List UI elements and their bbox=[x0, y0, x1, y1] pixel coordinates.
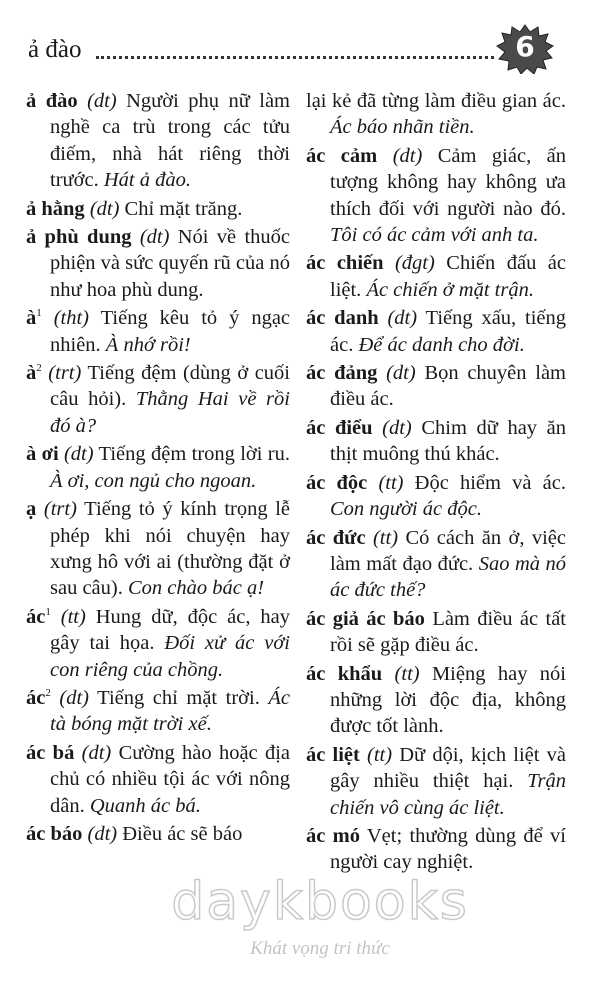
part-of-speech: (dt) bbox=[87, 822, 118, 845]
example: Hát ả đào. bbox=[103, 169, 191, 192]
definition: Cảm giác, ấn tượng không hay không ưa thích đối với người nào đó. bbox=[330, 144, 566, 220]
part-of-speech: (dt) bbox=[392, 144, 423, 167]
example: Tôi có ác cảm với anh ta. bbox=[330, 224, 539, 247]
definition: Chỉ mặt trăng. bbox=[119, 197, 243, 220]
dictionary-entry bbox=[306, 525, 566, 604]
definition: Người phụ nữ làm nghề ca trù trong các tửu điếm, nhà hát riêng thời trước. bbox=[50, 90, 291, 192]
part-of-speech: (tt) bbox=[60, 605, 86, 628]
headword: ác mó bbox=[306, 824, 360, 847]
running-head: ả đào bbox=[28, 36, 82, 63]
headword: ác chiến bbox=[306, 252, 384, 275]
part-of-speech: (tht) bbox=[53, 307, 90, 330]
part-of-speech: (trt) bbox=[48, 362, 82, 385]
part-of-speech: (dt) bbox=[387, 307, 418, 330]
dictionary-entry bbox=[306, 742, 566, 821]
example: À ơi, con ngủ cho ngoan. bbox=[50, 469, 257, 492]
example: Sao mà nó ác đức thế? bbox=[330, 552, 566, 602]
definition: Cường hào hoặc địa chủ có nhiều tội ác với nông dân. bbox=[50, 741, 291, 817]
page-header bbox=[0, 0, 600, 80]
headword: ác liệt bbox=[306, 743, 360, 766]
part-of-speech: (tt) bbox=[367, 743, 393, 766]
headword: ác bá bbox=[26, 741, 75, 764]
example: À nhớ rồi! bbox=[105, 333, 191, 356]
dotted-leader bbox=[96, 56, 494, 59]
part-of-speech: (dt) bbox=[382, 416, 412, 439]
example: Con chào bác ạ! bbox=[127, 577, 265, 600]
headword: à bbox=[26, 307, 37, 330]
dictionary-entry bbox=[26, 604, 290, 683]
definition: Tiếng đệm trong lời ru. bbox=[93, 443, 291, 466]
example: Quanh ác bá. bbox=[89, 794, 201, 817]
dictionary-entry bbox=[26, 441, 290, 494]
watermark-tagline: Khát vọng tri thức bbox=[250, 938, 390, 959]
example: Thằng Hai về rồi đó à? bbox=[50, 388, 290, 437]
headword: ạ bbox=[26, 498, 37, 521]
part-of-speech: (trt) bbox=[43, 498, 77, 521]
example: Trận chiến vô cùng ác liệt. bbox=[330, 770, 566, 819]
part-of-speech: (đgt) bbox=[394, 252, 435, 275]
part-of-speech: (tt) bbox=[372, 526, 399, 549]
dictionary-entry bbox=[306, 250, 566, 303]
example: Con người ác độc. bbox=[330, 498, 482, 521]
dictionary-entry bbox=[306, 823, 566, 876]
dictionary-entry bbox=[26, 821, 290, 847]
headword: ả đào bbox=[26, 90, 78, 112]
dictionary-entry bbox=[306, 305, 566, 358]
dictionary-entry bbox=[26, 196, 290, 222]
dictionary-entry-continuation bbox=[306, 88, 566, 141]
dictionary-entry bbox=[26, 88, 290, 194]
definition: Tiếng xấu, tiếng ác. bbox=[330, 307, 566, 356]
headword: à ơi bbox=[26, 443, 59, 466]
part-of-speech: (tt) bbox=[378, 471, 404, 494]
part-of-speech: (tt) bbox=[394, 662, 420, 685]
example: Đối xử ác với con riêng của chồng. bbox=[50, 632, 290, 681]
headword: ác khẩu bbox=[306, 662, 383, 685]
example: Ác tà bóng mặt trời xế. bbox=[50, 686, 291, 736]
headword: ả phù dung bbox=[26, 226, 132, 249]
homonym-number: 2 bbox=[36, 362, 42, 375]
part-of-speech: (dt) bbox=[59, 686, 90, 709]
dictionary-entry bbox=[26, 685, 290, 738]
dictionary-entry bbox=[26, 740, 290, 819]
headword: ác báo bbox=[26, 822, 83, 845]
part-of-speech: (dt) bbox=[139, 226, 170, 249]
definition: Có cách ăn ở, việc làm mất đạo đức. bbox=[330, 526, 567, 575]
headword: à bbox=[26, 362, 37, 385]
page-number-badge bbox=[496, 24, 554, 74]
headword: ác cảm bbox=[306, 144, 378, 167]
definition: Chiến đấu ác liệt. bbox=[330, 252, 567, 301]
dictionary-entry bbox=[306, 661, 566, 740]
definition: Chim dữ hay ăn thịt muông thú khác. bbox=[330, 416, 566, 466]
homonym-number: 1 bbox=[45, 605, 51, 618]
dictionary-entry bbox=[26, 305, 290, 358]
dictionary-entry bbox=[306, 470, 566, 523]
definition: Hung dữ, độc ác, hay gây tai họa. bbox=[50, 605, 290, 655]
definition: Điều ác sẽ báo bbox=[117, 822, 243, 845]
headword: ác điểu bbox=[306, 416, 373, 439]
definition: Tiếng tỏ ý kính trọng lễ phép khi nói chuyện hay xưng hô với ai (thường đặt ở sau câu). bbox=[50, 498, 291, 600]
headword: ác bbox=[26, 686, 46, 709]
dictionary-entry bbox=[26, 224, 290, 303]
definition: Tiếng kêu tỏ ý ngạc nhiên. bbox=[50, 307, 291, 356]
definition: Nói về thuốc phiện và sức quyến rũ của nó như hoa phù dung. bbox=[50, 226, 290, 301]
dictionary-entry bbox=[26, 496, 290, 602]
right-column bbox=[306, 88, 566, 878]
example: Ác báo nhãn tiền. bbox=[330, 116, 475, 139]
watermark bbox=[160, 872, 480, 982]
definition: Làm điều ác tất rồi sẽ gặp điều ác. bbox=[330, 607, 566, 657]
dictionary-entry bbox=[306, 143, 566, 249]
part-of-speech: (dt) bbox=[81, 741, 112, 764]
dictionary-entry bbox=[306, 606, 566, 659]
headword: ả hằng bbox=[26, 197, 85, 220]
definition: lại kẻ đã từng làm điều gian ác. bbox=[306, 90, 566, 112]
example: Để ác danh cho đời. bbox=[358, 333, 525, 356]
definition: Bọn chuyên làm điều ác. bbox=[330, 362, 566, 411]
page-number: 6 bbox=[515, 30, 535, 63]
headword: ác đảng bbox=[306, 362, 378, 385]
part-of-speech: (dt) bbox=[87, 90, 117, 112]
headword: ác bbox=[26, 605, 46, 628]
headword: ác giả ác báo bbox=[306, 607, 425, 630]
definition: Tiếng chỉ mặt trời. bbox=[89, 686, 269, 709]
dictionary-entry bbox=[306, 360, 566, 413]
part-of-speech: (dt) bbox=[386, 362, 416, 385]
definition: Dữ dội, kịch liệt và gây nhiều thiệt hại. bbox=[330, 743, 566, 793]
definition: Tiếng đệm (dùng ở cuối câu hỏi). bbox=[50, 362, 291, 411]
left-column bbox=[26, 88, 290, 849]
part-of-speech: (dt) bbox=[63, 443, 94, 466]
part-of-speech: (dt) bbox=[89, 197, 120, 220]
example: Ác chiến ở mặt trận. bbox=[366, 278, 534, 301]
definition: Vẹt; thường dùng để ví người cay nghiệt. bbox=[330, 824, 566, 874]
headword: ác đức bbox=[306, 526, 366, 549]
homonym-number: 1 bbox=[36, 307, 42, 320]
headword: ác danh bbox=[306, 307, 379, 330]
definition: Miệng hay nói những lời độc địa, không được tốt lành. bbox=[330, 662, 566, 738]
homonym-number: 2 bbox=[45, 687, 51, 700]
dictionary-entry bbox=[306, 415, 566, 468]
watermark-brand: daykbooks bbox=[171, 872, 469, 932]
headword: ác độc bbox=[306, 471, 368, 494]
definition: Độc hiểm và ác. bbox=[403, 471, 566, 494]
dictionary-entry bbox=[26, 360, 290, 439]
